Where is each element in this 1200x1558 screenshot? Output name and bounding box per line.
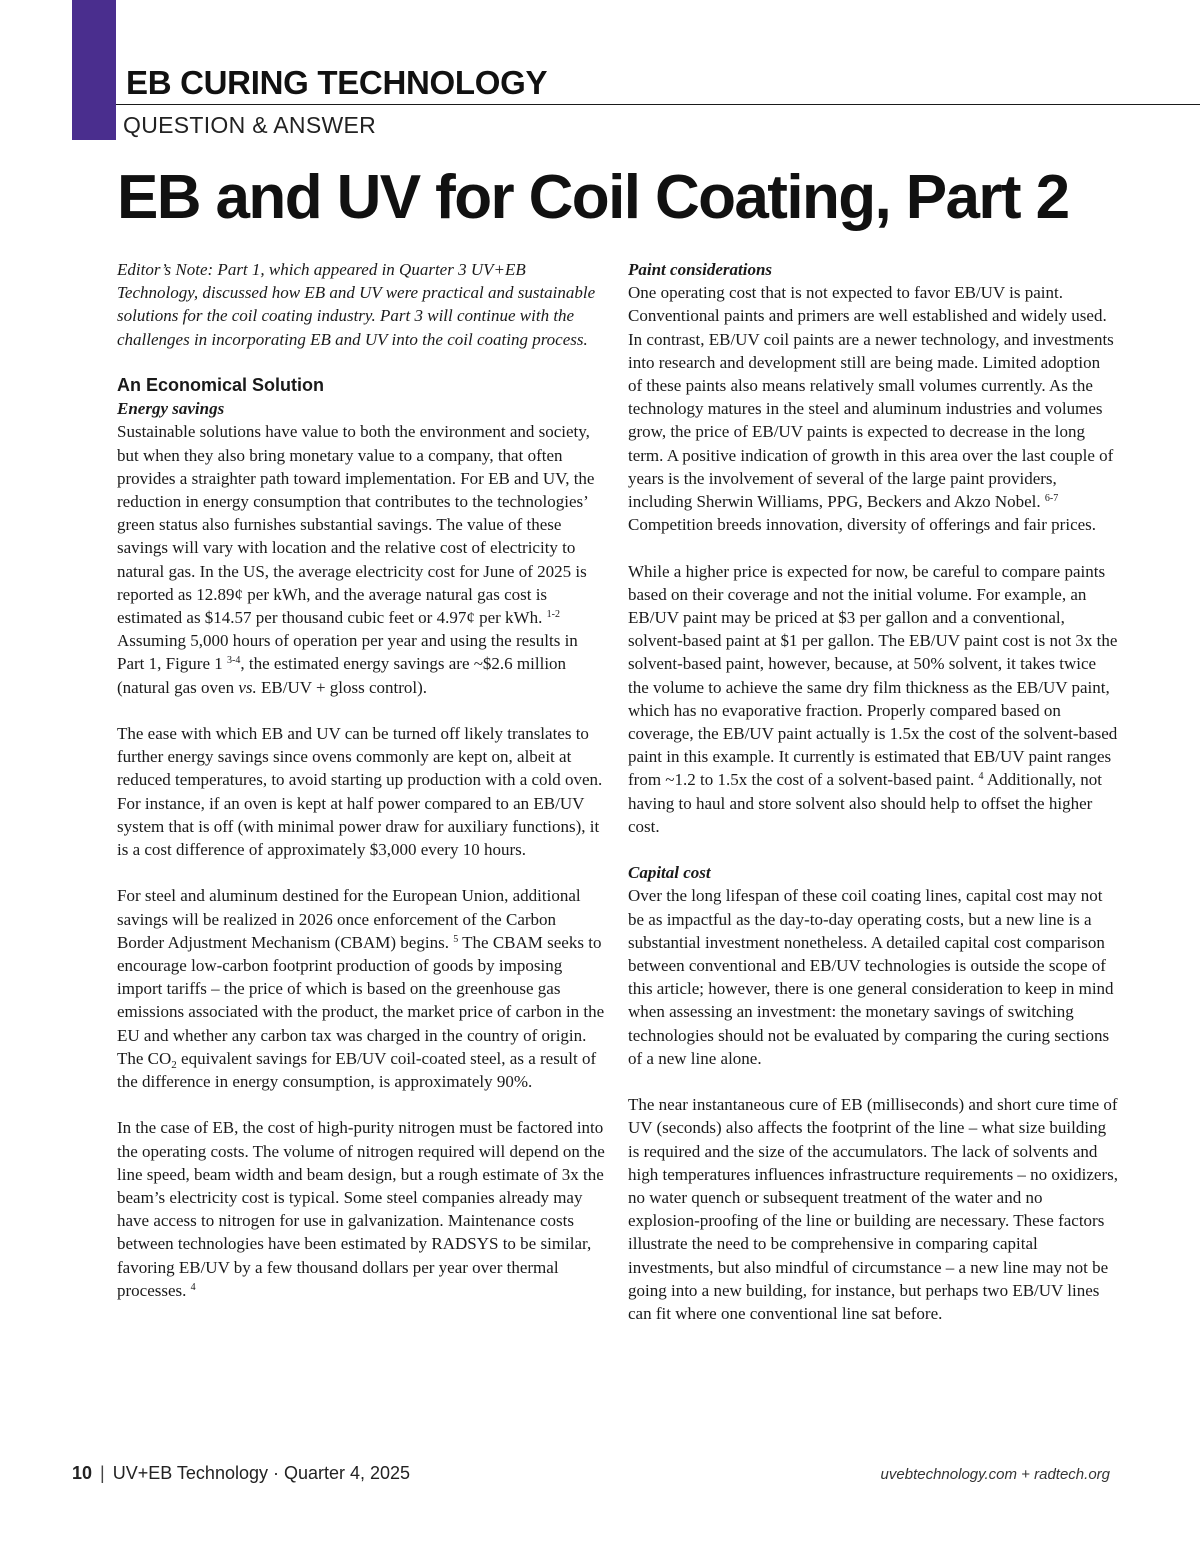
paragraph: The near instantaneous cure of EB (milliseconds) and short cure time of UV (seconds) also affects the footprint of the line – what size building is required and the size of the accumulators. The lack of solvents and high temperatures influences infrastructure requirements – no oxidizers, no water quench or subsequent treatment of the water and no explosion-proofing of the line or building are necessary. These factors illustrate the need to be comprehensive in comparing capital investments, but also mindful of circumstance – a new line may not be going into a new building, for instance, but perhaps two EB/UV lines can fit where one conventional line sat before. <box>628 1095 1118 1324</box>
publication-name: UV+EB Technology · Quarter 4, 2025 <box>112 1463 411 1483</box>
subheading-energy-savings: Energy savings <box>117 399 225 419</box>
subheading-paint-considerations: Paint considerations <box>628 260 773 279</box>
paragraph: In the case of EB, the cost of high-purity nitrogen must be factored into the operating costs. The volume of nitrogen required will depend on the line speed, beam width and beam design, but a rough estimate of 3x the beam’s electricity cost is typical. Some steel companies already may have access to nitrogen for use in galvanization. Maintenance costs between technologies have been estimated by RADSYS to be similar, favoring EB/UV by a few thousand dollars per year over thermal processes. $^4$ <box>117 1118 605 1300</box>
page-title: EB and UV for Coil Coating, Part 2 <box>117 163 1069 232</box>
footer-left <box>72 1463 410 1484</box>
section-subtitle: QUESTION & ANSWER <box>123 112 377 138</box>
paragraph: While a higher price is expected for now, be careful to compare paints based on their coverage and not the initial volume. For example, an EB/UV paint may be priced at $3 per gallon and a conventional, solvent-based paint at $1 per gallon. The EB/UV paint cost is not 3x the solvent-based paint, however, because, at 50% solvent, it takes twice the volume to achieve the same dry film thickness as the EB/UV paint, which has no evaporative fraction. Properly compared based on coverage, the EB/UV paint actually is 1.5x the cost of the solvent-based paint in this example. It currently is estimated that EB/UV paint ranges from ~1.2 to 1.5x the cost of a solvent-based paint. $^4$ Additionally, not having to haul and store solvent also should help to offset the higher cost. <box>628 561 1118 836</box>
editors-note: Editor’s Note: Part 1, which appeared in Quarter 3 UV+EB Technology, discussed how EB and UV were practical and sustainable solutions for the coil coating industry. Part 3 will continue with the challenges in incorporating EB and UV into the coil coating process. <box>117 260 596 349</box>
header-rule <box>116 104 1200 105</box>
paragraph: The ease with which EB and UV can be turned off likely translates to further energy savings since ovens commonly are kept on, albeit at reduced temperatures, to avoid starting up production with a cold oven. For instance, if an oven is kept at half power compared to an EB/UV system that is off (with minimal power draw for auxiliary functions), it is a cost difference of approximately $3,000 every 10 hours. <box>117 724 603 860</box>
accent-bar <box>72 0 116 140</box>
subscript: 2 <box>171 1058 177 1071</box>
section-title: EB CURING TECHNOLOGY <box>126 64 548 101</box>
paragraph: Sustainable solutions have value to both the environment and society, but when they also bring monetary value to a company, that often provides a straighter path toward implementation. For EB and UV, the reduction in energy consumption that contributes to the technologies’ green status also furnishes substantial savings. The value of these savings will vary with location and the relative cost of electricity to natural gas. In the US, the average electricity cost for June of 2025 is reported as 12.89¢ per kWh, and the average natural gas cost is estimated as $14.57 per thousand cubic feet or 4.97¢ per kWh. $^{1-2}$ Assuming 5,000 hours of operation per year and using the results in Part 1, Figure 1 $^{3-4}$, the estimated energy savings are ~$2.6 million (natural gas oven vs. EB/UV + gloss control). <box>117 422 595 697</box>
footnote-ref: 3-4 <box>227 655 241 667</box>
section-heading: An Economical Solution <box>117 375 325 395</box>
footer-websites: uvebtechnology.com + radtech.org <box>880 1466 1110 1483</box>
footnote-ref: 1-2 <box>546 609 560 621</box>
paragraph: One operating cost that is not expected to favor EB/UV is paint. Conventional paints and primers are well established and widely used. In contrast, EB/UV coil paints are a newer technology, and investments into research and development still are being made. Limited adoption of these paints also means relatively small volumes currently. As the technology matures in the steel and aluminum industries and volumes grow, the price of EB/UV paints is expected to decrease in the long term. A positive indication of growth in this area over the last couple of years is the involvement of several of the large paint providers, including Sherwin Williams, PPG, Beckers and Akzo Nobel. $^{6-7}$ Competition breeds innovation, diversity of offerings and fair prices. <box>628 283 1114 535</box>
left-column <box>117 258 605 1302</box>
footnote-ref: 5 <box>453 933 459 945</box>
footnote-ref: 6-7 <box>1044 493 1059 505</box>
subheading-capital-cost: Capital cost <box>628 863 711 883</box>
right-column <box>628 258 1118 1325</box>
footnote-ref: 4 <box>978 771 984 783</box>
page-number: 10 <box>72 1463 93 1483</box>
paragraph: For steel and aluminum destined for the European Union, additional savings will be realized in 2026 once enforcement of the Carbon Border Adjustment Mechanism (CBAM) begins. $^5$ The CBAM seeks to encourage low-carbon footprint production of goods by imposing import tariffs – the price of which is based on the greenhouse gas emissions associated with the product, the market price of carbon in the EU and whether any carbon tax was charged in the country of origin. The $CO_2$ equivalent savings for EB/UV coil-coated steel, as a result of the difference in energy consumption, is approximately 90%. <box>117 886 605 1092</box>
footer-separator: | <box>100 1463 105 1483</box>
footnote-ref: 4 <box>190 1281 196 1293</box>
paragraph: Over the long lifespan of these coil coating lines, capital cost may not be as impactful as the day-to-day operating costs, but a new line is a substantial investment nonetheless. A detailed capital cost comparison between conventional and EB/UV technologies is outside the scope of this article; however, there is one general consideration to keep in mind when assessing an investment: the monetary savings of switching technologies should not be evaluated by comparing the curing sections of a new line alone. <box>628 886 1114 1068</box>
